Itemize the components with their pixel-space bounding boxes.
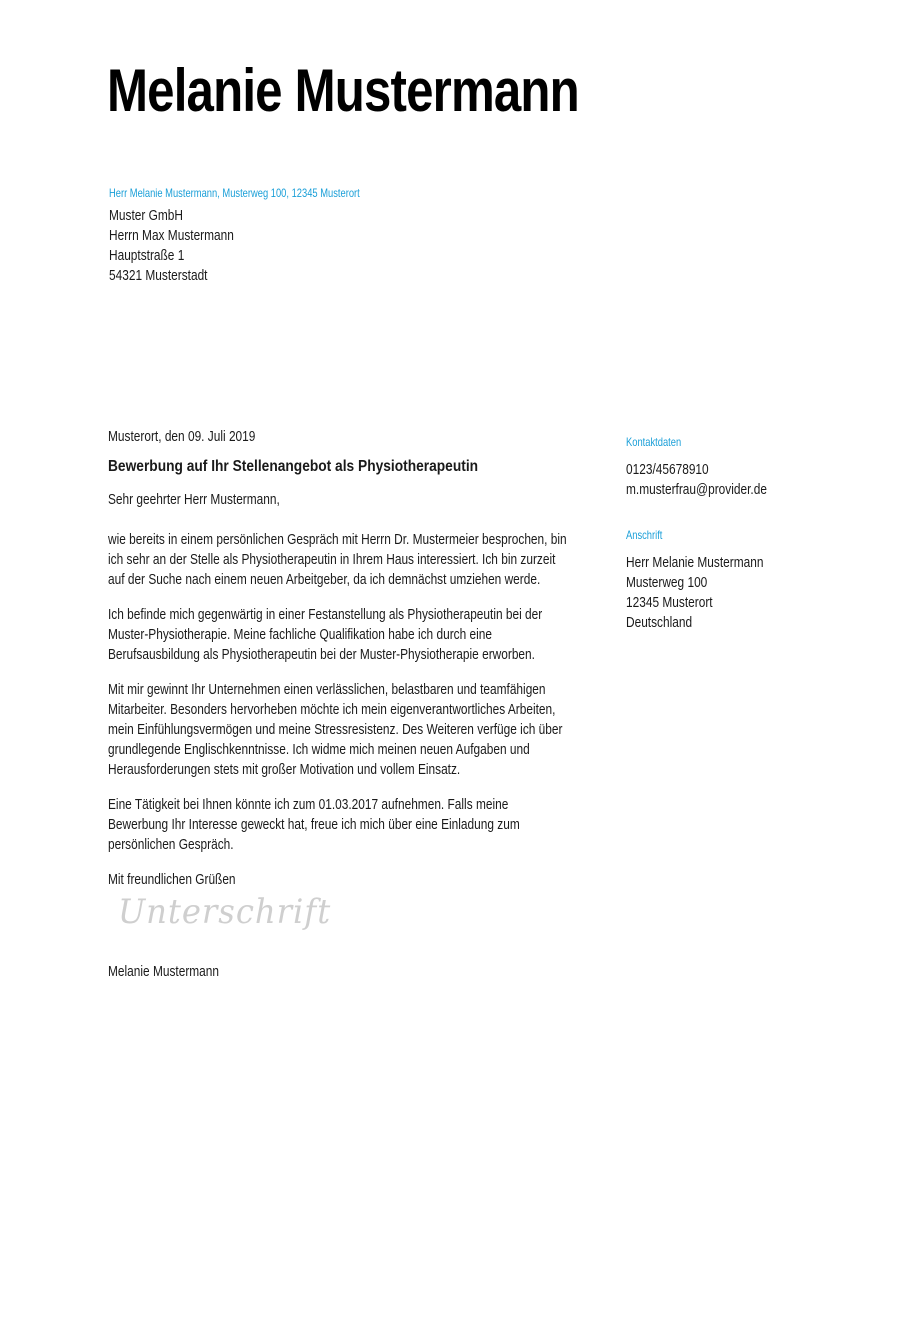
letter-subject: Bewerbung auf Ihr Stellenangebot als Physiotherapeutin bbox=[108, 458, 479, 475]
paragraph-2 bbox=[108, 605, 698, 665]
paragraph-line: Mitarbeiter. Besonders hervorheben möchte ich mein eigenverantwortliches Arbeiten, bbox=[108, 702, 556, 718]
signature-text: Unterschrift bbox=[118, 892, 332, 932]
paragraph-line: Berufsausbildung als Physiotherapeutin bei der Muster-Physiotherapie erworben. bbox=[108, 647, 535, 663]
letter-closing: Mit freundlichen Grüßen bbox=[108, 872, 236, 888]
paragraph-line: ich sehr an der Stelle als Physiotherapeutin in Ihrem Haus interessiert. Ich bin zurzeit bbox=[108, 552, 556, 568]
recipient-address bbox=[109, 206, 261, 286]
paragraph-line: Herausforderungen stets mit großer Motivation und vollem Einsatz. bbox=[108, 762, 461, 778]
paragraph-1 bbox=[108, 530, 698, 590]
contact-label: Kontaktdaten bbox=[626, 435, 682, 449]
paragraph-line: wie bereits in einem persönlichen Gespräch mit Herrn Dr. Mustermeier besprochen, bin bbox=[108, 532, 567, 548]
sidebar-contact bbox=[626, 432, 866, 500]
sender-return-address: Herr Melanie Mustermann, Musterweg 100, 12345 Musterort bbox=[109, 186, 360, 200]
paragraph-line: Ich befinde mich gegenwärtig in einer Festanstellung als Physiotherapeutin bei der bbox=[108, 607, 543, 623]
recipient-street: Hauptstraße 1 bbox=[109, 248, 185, 264]
paragraph-line: mein Einfühlungsvermögen und meine Stressresistenz. Des Weiteren verfüge ich über bbox=[108, 722, 563, 738]
address-street: Musterweg 100 bbox=[626, 575, 708, 591]
recipient-company: Muster GmbH bbox=[109, 208, 184, 224]
paragraph-3 bbox=[108, 680, 698, 780]
signer-name: Melanie Mustermann bbox=[108, 964, 220, 980]
paragraph-line: Mit mir gewinnt Ihr Unternehmen einen verlässlichen, belastbaren und teamfähigen bbox=[108, 682, 546, 698]
paragraph-line: grundlegende Englischkenntnisse. Ich widme mich meinen neuen Aufgaben und bbox=[108, 742, 530, 758]
applicant-name-heading: Melanie Mustermann bbox=[107, 57, 579, 124]
contact-phone: 0123/45678910 bbox=[626, 462, 709, 478]
letter-body bbox=[108, 427, 698, 982]
paragraph-4 bbox=[108, 795, 698, 855]
paragraph-line: Muster-Physiotherapie. Meine fachliche Qualifikation habe ich durch eine bbox=[108, 627, 493, 643]
address-name: Herr Melanie Mustermann bbox=[626, 555, 764, 571]
recipient-person: Herrn Max Mustermann bbox=[109, 228, 234, 244]
address-country: Deutschland bbox=[626, 615, 693, 631]
sidebar-address bbox=[626, 525, 866, 633]
paragraph-line: auf der Suche nach einem neuen Arbeitgeber, da ich demnächst umziehen werde. bbox=[108, 572, 541, 588]
recipient-city: 54321 Musterstadt bbox=[109, 268, 208, 284]
paragraph-line: persönlichen Gespräch. bbox=[108, 837, 234, 853]
letter-date: Musterort, den 09. Juli 2019 bbox=[108, 429, 256, 445]
address-city: 12345 Musterort bbox=[626, 595, 713, 611]
contact-email: m.musterfrau@provider.de bbox=[626, 482, 767, 498]
signature-image bbox=[108, 892, 698, 962]
paragraph-line: Eine Tätigkeit bei Ihnen könnte ich zum 01.03.2017 aufnehmen. Falls meine bbox=[108, 797, 509, 813]
paragraph-line: Bewerbung Ihr Interesse geweckt hat, freue ich mich über eine Einladung zum bbox=[108, 817, 520, 833]
address-label: Anschrift bbox=[626, 528, 663, 542]
letter-salutation: Sehr geehrter Herr Mustermann, bbox=[108, 492, 280, 508]
